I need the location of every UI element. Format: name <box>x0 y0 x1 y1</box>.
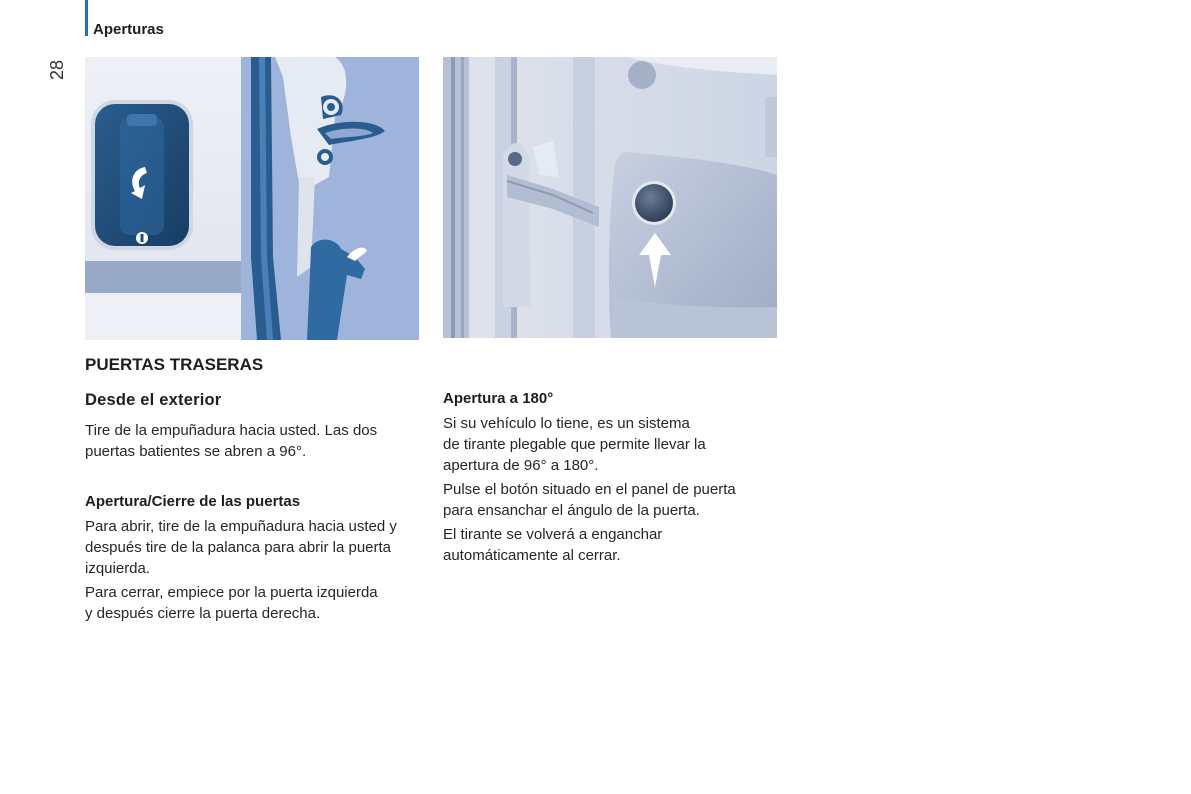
door-180-button-illustration <box>443 57 777 338</box>
paragraph-line: para ensanchar el ángulo de la puerta. <box>443 502 700 519</box>
paragraph-line: Para abrir, tire de la empuñadura hacia usted y <box>85 518 397 535</box>
paragraph-line: puertas batientes se abren a 96°. <box>85 443 307 460</box>
cierre-title: Apertura/Cierre de las puertas <box>85 493 301 510</box>
page-number: 28 <box>47 59 67 81</box>
cierre-paragraph-2 <box>85 582 425 624</box>
paragraph-line: Pulse el botón situado en el panel de puerta <box>443 481 736 498</box>
header-accent-bar <box>85 0 88 36</box>
paragraph-line: apertura de 96° a 180°. <box>443 457 599 474</box>
apertura-180-paragraph-3 <box>443 524 783 566</box>
paragraph-line: y después cierre la puerta derecha. <box>85 605 321 622</box>
paragraph-line: después tire de la palanca para abrir la puerta <box>85 539 392 556</box>
apertura-180-paragraph-1 <box>443 413 783 476</box>
apertura-180-title: Apertura a 180° <box>443 390 554 407</box>
desde-exterior-paragraph <box>85 420 425 462</box>
paragraph-line: Tire de la empuñadura hacia usted. Las dos <box>85 422 378 439</box>
section-title: PUERTAS TRASERAS <box>85 355 264 374</box>
paragraph-line: automáticamente al cerrar. <box>443 547 621 564</box>
subsection-title: Desde el exterior <box>85 391 222 409</box>
paragraph-line: izquierda. <box>85 560 151 577</box>
paragraph-line: de tirante plegable que permite llevar la <box>443 436 706 453</box>
cierre-paragraph-1 <box>85 516 425 579</box>
section-header-title: Aperturas <box>93 21 164 38</box>
paragraph-line: Si su vehículo lo tiene, es un sistema <box>443 415 690 432</box>
paragraph-line: Para cerrar, empiece por la puerta izquierda <box>85 584 378 601</box>
paragraph-line: El tirante se volverá a enganchar <box>443 526 663 543</box>
rear-door-handle-illustration <box>85 57 419 340</box>
apertura-180-paragraph-2 <box>443 479 783 521</box>
